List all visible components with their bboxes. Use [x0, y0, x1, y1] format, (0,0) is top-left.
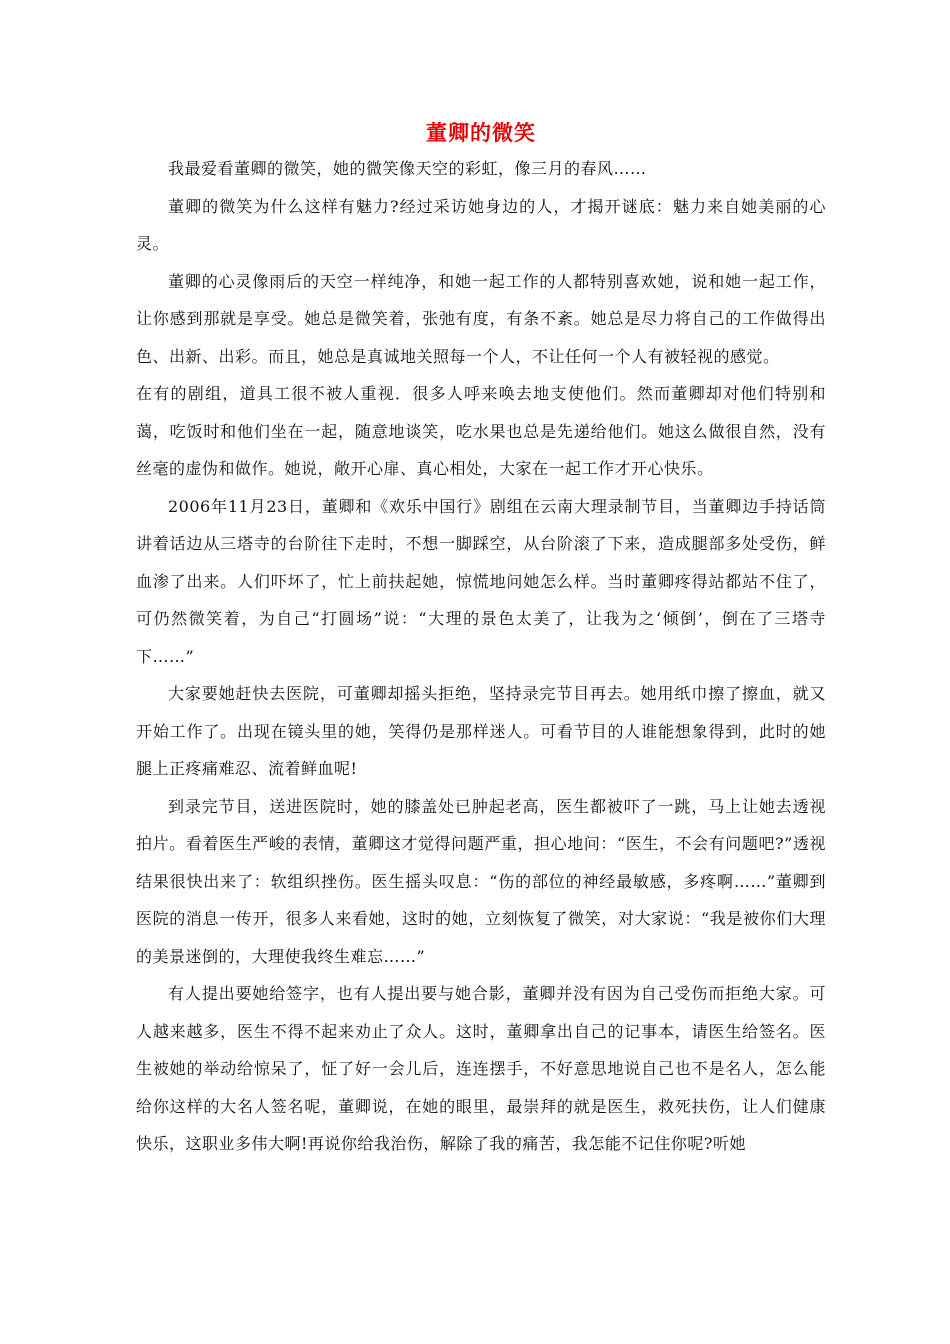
paragraph-3: 董卿的心灵像雨后的天空一样纯净，和她一起工作的人都特别喜欢她，说和她一起工作，让你感到那就是享受。她总是微笑着，张弛有度，有条不紊。她总是尽力将自己的工作做得出色、出新、出彩。而且，她总是真诚地关照每一个人，不让任何一个人有被轻视的感觉。	[136, 271, 826, 366]
document-title: 董卿的微笑	[426, 120, 536, 145]
paragraph-2: 董卿的微笑为什么这样有魅力?经过采访她身边的人，才揭开谜底：魅力来自她美丽的心灵。	[136, 196, 826, 253]
paragraph-5: 2006年11月23日，董卿和《欢乐中国行》剧组在云南大理录制节目，当董卿边手持话筒讲着话边从三塔寺的台阶往下走时，不想一脚踩空，从台阶滚了下来，造成腿部多处受伤，鲜血渗了出来。人们吓坏了，忙上前扶起她，惊慌地问她怎么样。当时董卿疼得站都站不住了，可仍然微笑着，为自己“打圆场”说：“大理的景色太美了，让我为之‘倾倒’，倒在了三塔寺下……”	[136, 496, 826, 666]
paragraph-4: 在有的剧组，道具工很不被人重视．很多人呼来唤去地支使他们。然而董卿却对他们特别和蔼，吃饭时和他们坐在一起，随意地谈笑，吃水果也总是先递给他们。她这么做很自然，没有丝毫的虚伪和做作。她说，敞开心扉、真心相处，大家在一起工作才开心快乐。	[136, 384, 826, 478]
paragraph-8: 有人提出要她给签字，也有人提出要与她合影，董卿并没有因为自己受伤而拒绝大家。可人越来越多，医生不得不起来劝止了众人。这时，董卿拿出自己的记事本，请医生给签名。医生被她的举动给惊呆了，怔了好一会儿后，连连摆手，不好意思地说自己也不是名人，怎么能给你这样的大名人签名呢，董卿说，在她的眼里，最崇拜的就是医生，救死扶伤，让人们健康快乐，这职业多伟大啊!再说你给我治伤，解除了我的痛苦，我怎能不记住你呢?听她	[136, 984, 826, 1153]
paragraph-1: 我最爱看董卿的微笑，她的微笑像天空的彩虹，像三月的春风……	[168, 159, 647, 178]
document-page	[136, 118, 826, 1163]
paragraph-6: 大家要她赶快去医院，可董卿却摇头拒绝，坚持录完节目再去。她用纸巾擦了擦血，就又开始工作了。出现在镜头里的她，笑得仍是那样迷人。可看节目的人谁能想象得到，此时的她腿上正疼痛难忍、流着鲜血呢!	[136, 684, 826, 778]
paragraph-7: 到录完节目，送进医院时，她的膝盖处已肿起老高，医生都被吓了一跳，马上让她去透视拍片。看着医生严峻的表情，董卿这才觉得问题严重，担心地问：“医生，不会有问题吧?”透视结果很快出来了：软组织挫伤。医生摇头叹息：“伤的部位的神经最敏感，多疼啊……”董卿到医院的消息一传开，很多人来看她，这时的她，立刻恢复了微笑，对大家说：“我是被你们大理的美景迷倒的，大理使我终生难忘……”	[136, 796, 826, 966]
